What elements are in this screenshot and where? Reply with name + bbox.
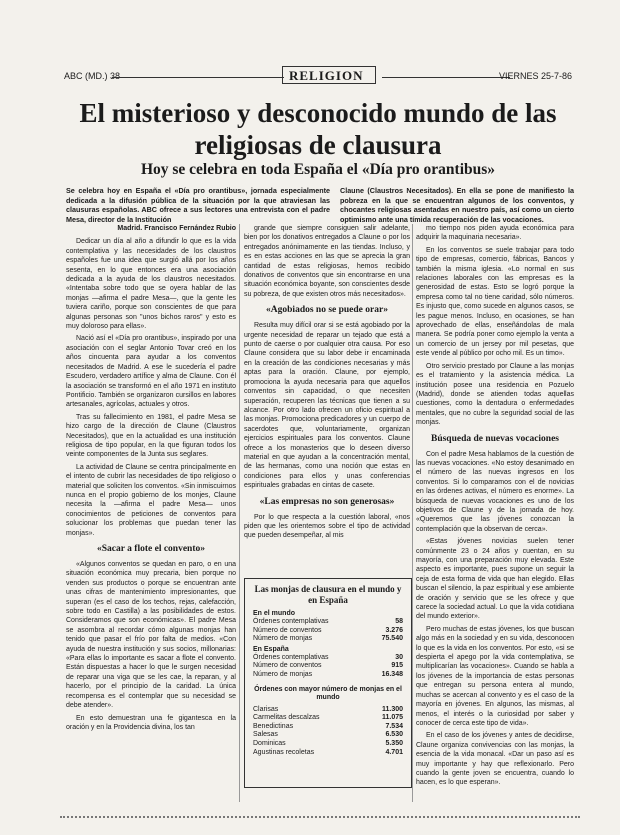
paragraph: En esto demuestran una fe gigantesca en la oración y en la Providencia divina, los tan [66, 714, 236, 731]
stat-row [253, 654, 403, 663]
stat-row [253, 671, 403, 680]
paragraph: Con el padre Mesa hablamos de la cuestión de las nuevas vocaciones. «No estoy desanimado en el número de las nuevas ingresos en los conventos. Si lo comparamos con el de novicias en las órdenes activas, el número es enorme». La búsqueda de nuevas vocaciones es uno de los objetivos de Claune y de la jornada de hoy. «Queremos que las jóvenes conozcan la contemplación que la observan de cerca». [416, 450, 574, 533]
header-section: RELIGION [289, 68, 364, 83]
subheading: Búsqueda de nuevas vocaciones [430, 433, 559, 444]
byline: Madrid. Francisco Fernández Rubio [117, 225, 236, 232]
stat-value: 6.530 [385, 731, 403, 739]
stat-value: 75.540 [381, 635, 403, 643]
headline: El misterioso y desconocido mundo de las religiosas de clausura [79, 98, 557, 160]
paragraph: En el caso de los jóvenes y antes de decidirse, Claune organiza convivencias con las monjas, la esencia de la vida monacal. «Dar un paso así es muy importante y hay que reflexionarlo. Pero cuando la gente joven se encuentra, cuando lo hacen, es lo que esperan». [416, 732, 574, 787]
stat-label: Dominicas [253, 739, 286, 747]
stat-row [253, 627, 403, 636]
header-date: VIERNES 25-7-86 [498, 71, 572, 81]
stat-label: Número de monjas [253, 635, 313, 643]
stat-label: Benedictinas [253, 722, 294, 730]
article-column-1 [66, 224, 236, 802]
header-publication: ABC (MD.) 38 [64, 71, 121, 81]
subheading: «Agobiados no se puede orar» [266, 305, 388, 316]
stat-label: Órdenes contemplativas [253, 618, 329, 625]
page-header [64, 68, 572, 84]
column-divider [412, 224, 413, 802]
paragraph: Resulta muy difícil orar si se está agobiado por la urgente necesidad de reparar un tejado que está a punto de caerse o por cualquier otra causa. Por eso Claune considera que su labor debe ir encaminada en la creación de las condiciones necesarias y más aptas para la oración. Claune, por ejemplo, promociona la ayuda necesaria para que aquellos conventos sin capacidad, o que necesiten superación, recuperen las técnicas que tienen a su alcance. Por otro lado ofrecen un oficio espiritual a las monjas. Promociona predicadores y un cuerpo de sacerdotes que, voluntariamente, organizan ejercicios espirituales para los conventos. Claune ofrece a los monasterios que lo deseen diverso material en que ayudan a la concentración mental, de las hermanas, como una noción que estas en condiciones para ellos y unas conferencias espirituales grabadas en cintas de casete. [244, 322, 410, 490]
stat-label: Salesas [253, 731, 278, 739]
stat-value: 7.534 [385, 722, 403, 730]
stat-label: Clarisas [253, 705, 279, 713]
stat-row [253, 618, 403, 627]
world-stats [245, 618, 411, 644]
world-heading: En el mundo [253, 610, 295, 617]
stat-value: 5.350 [385, 739, 403, 747]
orders-stats [245, 706, 411, 758]
page-footer-rule [60, 816, 580, 822]
stat-label: Número de conventos [253, 626, 322, 634]
stat-value: 915 [391, 662, 403, 670]
stat-row [253, 731, 403, 740]
paragraph: En los conventos se suele trabajar para todo tipo de empresas, comercio, fábricas, Bancos y también la misma iglesia. «Lo normal en sus relaciones laborales con las empresas es la generosidad de estas. Esto se logró porque la empresa como tal no tiene caridad, sólo números. Es injusto que, como sucede en algunos casos, se les pague menos. Incluso, en ocasiones, se han aprovechado de ellas, enseñándolas de mala manera. Se podría poner como ejemplo la venta a un comercio de un jersey por mil pesetas, que este vende al público por ocho mil. Es un timo». [416, 246, 574, 358]
paragraph: Pero muchas de estas jóvenes, los que buscan algo más en la sociedad y en su vida, desconocen lo que es la vida en los conventos. Por esto, «si se despierta el apego por la vida contemplativa, se multiplicarían las vocaciones». Cuando se habla a los jóvenes de la importancia de estas personas que entregan su persona entera al mundo, muchas se acercan al convento y es el caso de la mayoría en jóvenes. En algunos, las mismas, al menos, el interés o la curiosidad por saber y conocer de cerca este tipo de vida». [416, 625, 574, 727]
statistics-title: Las monjas de clausura en el mundo y en España [254, 584, 402, 605]
header-rule-right [382, 77, 510, 78]
subheading: «Sacar a flote el convento» [97, 544, 205, 554]
statistics-box [244, 578, 412, 788]
column-divider [239, 224, 240, 802]
subheading: «Las empresas no son generosas» [259, 496, 395, 507]
paragraph: «Algunos conventos se quedan en paro, o en una situación económica muy precaria, bien porque no venden sus productos o porque se encuentran ante unas cifras de mantenimiento impresionantes, que superan (es el caso de los techos, rejas, calefacción, sobre todo en Castilla) a las posibilidades de estos. Consideramos que son económicas». El padre Mesa se asombra al recordar cómo algunas monjas han tenido que pasar el frío por falta de medios. «Con ayuda de nuestra institución y sus socios, millonarias: «Para ellas lo importante es sacar a flote el convento. Están dispuestas a hacer lo que le surgen necesidad de reparar una viga que se les cae, la reparan, y al hacerlo, por el principio de la caridad. La única recompensa es el contemplar que su necesidad se debe atender». [66, 561, 236, 710]
orders-heading: Órdenes con mayor número de monjas en el mundo [254, 685, 402, 702]
article-column-2 [244, 224, 410, 576]
stat-row [253, 740, 403, 749]
paragraph: Otro servicio prestado por Claune a las monjas es el tratamiento y la asistencia médica. La institución posee una residencia en Pozuelo (Madrid), donde se atienden todas aquellas cuestiones, como la dentadura o enfermedades mentales, que no cubre la seguridad social de las monjas. [416, 362, 574, 427]
lede-right: Claune (Claustros Necesitados). En ella se pone de manifiesto la pobreza en la que se encuentran algunos de los conventos, y chocantes religiosas asentadas en nuestro país, así como un cierto optimismo ante una tímida recuperación de las vocaciones. [340, 186, 574, 224]
stat-label: Carmelitas descalzas [253, 714, 320, 722]
paragraph: Nació así el «Día pro orantibus», inspirado por una asociación con el seglar Antonio Tovar creó en los años cincuenta para ayudar a los conventos necesitados de Madrid. A ese le sucedería el padre Escudero, verdadero artífice y alma de Claune. Con él la asociación se transformó en el año 1971 en instituto Pontificio. También se organizaron cursillos en labores artesanales, agrícolas, actuales y otros. [66, 335, 236, 409]
stat-value: 11.300 [381, 705, 403, 713]
paragraph: Por lo que respecta a la cuestión laboral, «nos piden que les orientemos sobre el tipo de actividad que pueden desempeñar, al mis [244, 513, 410, 540]
article-column-3 [416, 224, 574, 802]
stat-label: Órdenes contemplativas [253, 653, 329, 661]
stat-value: 30 [395, 653, 403, 661]
stat-row [253, 635, 403, 644]
stat-row [253, 706, 403, 715]
stat-row [253, 662, 403, 671]
stat-row [253, 723, 403, 732]
paragraph: Dedicar un día al año a difundir lo que es la vida contemplativa y las necesidades de los claustros españoles fue una idea que surgió allá por los años sesenta, en lo que entonces era una asociación dedicada a la ayuda de los claustros necesitados. «Intentaba sobre todo que se oyera hablar de las monjas —afirma el padre Mesa—, que la gente les tuviera cariño, porque son conscientes de que para algunas personas son "unos bichos raros" y esto es muy doloroso para ellas». [66, 238, 236, 331]
stat-label: Agustinas recoletas [253, 748, 315, 756]
spain-stats [245, 654, 411, 680]
paragraph: «Estas jóvenes novicias suelen tener comúnmente 23 o 24 años y cuentan, en su mayoría, con una preparación muy elevada. Este aspecto es importante, pues supone un seguir la ceja de esta forma de vida que han elegido. Ellas buscan el silencio, la paz espiritual y ese ambiente de oración y servicio que se les ofrece y que carece la sociedad actual. Lo que la vida cotidiana del mundo exterior». [416, 538, 574, 621]
paragraph: mo tiempo nos piden ayuda económica para adquirir la maquinaria necesaria». [416, 225, 574, 242]
stat-value: 16.348 [381, 670, 403, 678]
paragraph: grande que siempre consiguen salir adelante, bien por los donativos entregados a Claune o por los entregados anónimamente en las tiendas. Incluso, y es en estas acciones en las que se aprecia la gran cantidad de estas religiosas, hemos recibido donativos de conventos que sin encontrarse en una situación económica boyante, son conscientes desde su pobreza, de que existen otros más necesitados». [244, 225, 410, 298]
stat-label: Número de monjas [253, 670, 313, 678]
spain-heading: En España [253, 645, 289, 653]
subheadline: Hoy se celebra en toda España el «Día pro orantibus» [140, 161, 496, 178]
stat-row [253, 714, 403, 723]
stat-value: 3.276 [385, 626, 403, 634]
lede-left: Se celebra hoy en España el «Día pro orantibus», jornada especialmente dedicada a la difusión pública de la situación por la que atraviesan las clausuras españolas. ABC ofrece a sus lectores una entrevista con el padre Mesa, director de la Institución [66, 186, 330, 224]
stat-value: 4.701 [385, 748, 403, 756]
paragraph: Tras su fallecimiento en 1981, el padre Mesa se hizo cargo de la dirección de Claune (Claustros Necesitados), que en la actualidad es una institución religiosa de tipo popular, en la que figuran todos los veinte componentes de la Junta sus seglares. [66, 413, 236, 459]
stat-value: 58 [395, 618, 403, 625]
header-rule-left [112, 77, 284, 78]
paragraph: La actividad de Claune se centra principalmente en el intento de cubrir las necesidades de tipo religioso o material que soliciten los conventos. «Sin inmiscuirnos nunca en el propio gobierno de los monjes, Claune necesita la —afirma el padre Mesa— unos conocimientos de peticiones de conventos para solucionar los problemas que puedan tener las monjas». [66, 463, 236, 537]
stat-value: 11.075 [381, 714, 403, 722]
stat-row [253, 749, 403, 758]
stat-label: Número de conventos [253, 662, 322, 670]
